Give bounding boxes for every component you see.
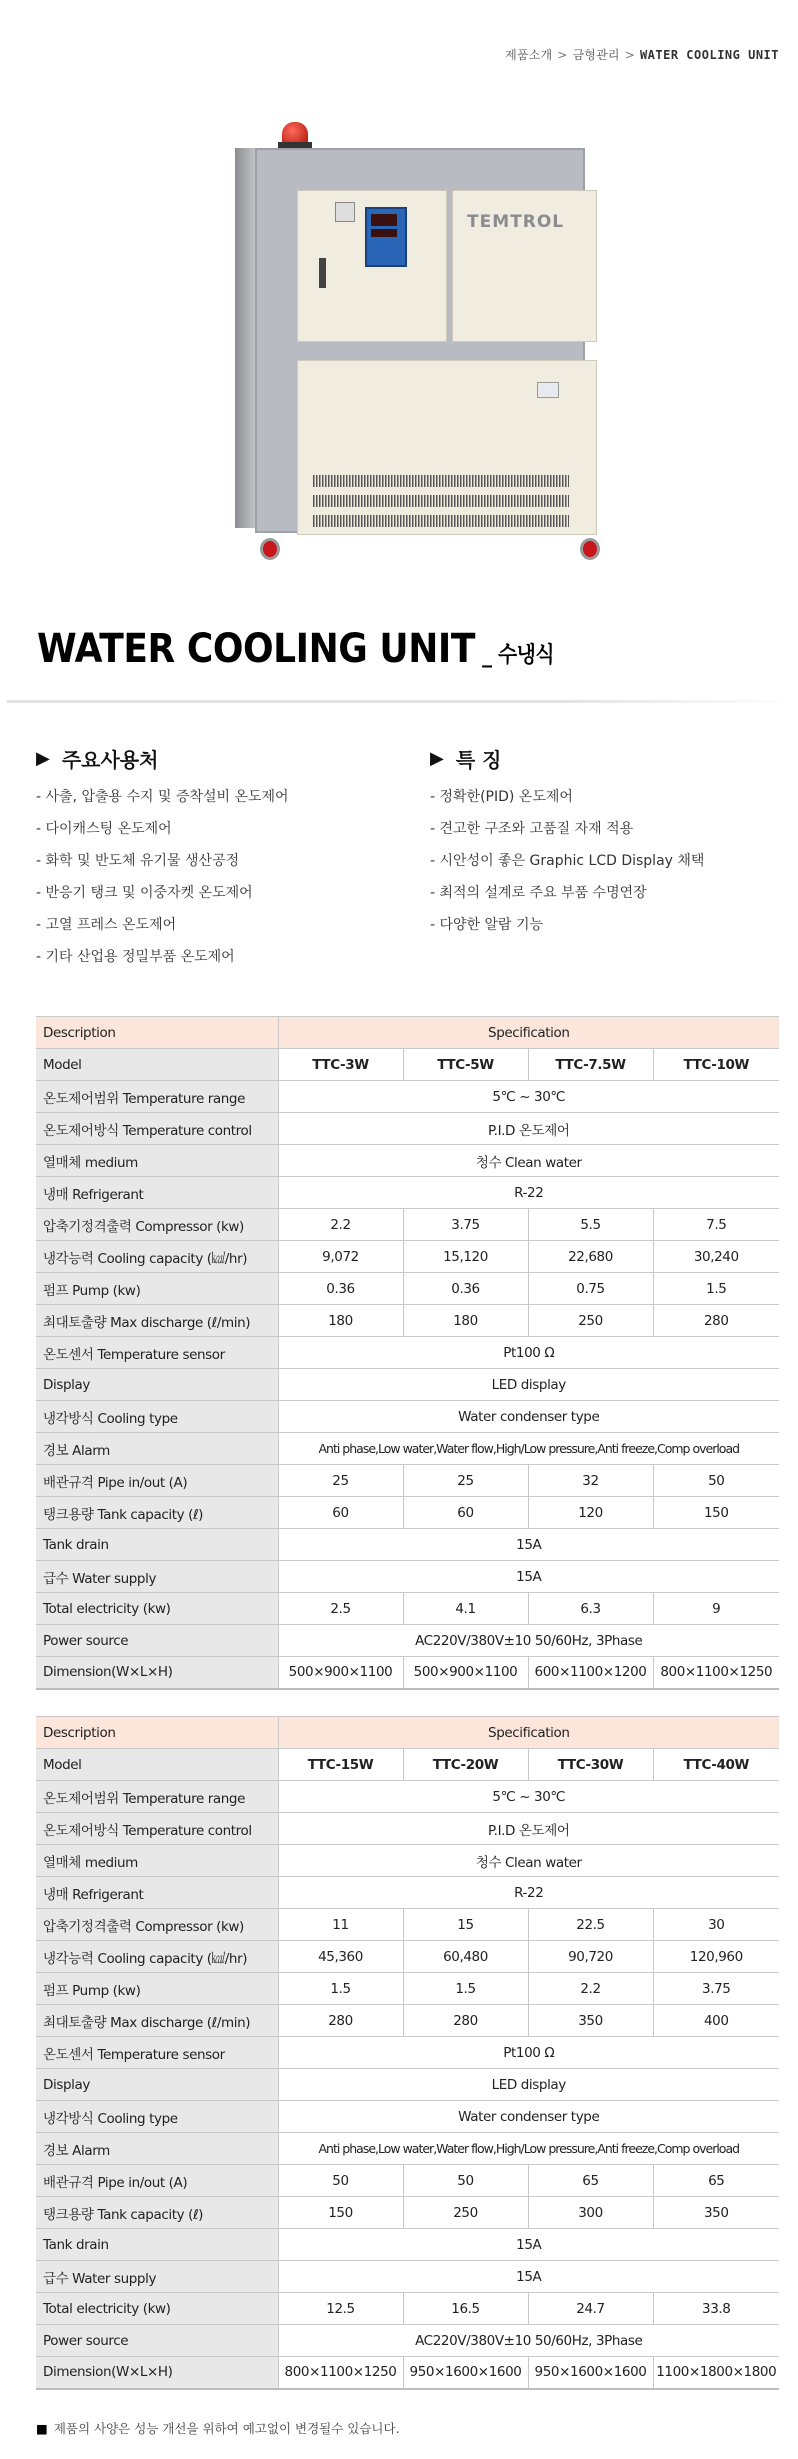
value-cell: 65	[528, 2165, 653, 2197]
value-cell: 6.3	[528, 1593, 653, 1625]
table-row	[36, 1625, 779, 1657]
value-cell: 0.36	[403, 1273, 528, 1305]
table-row	[36, 1273, 779, 1305]
model-name: TTC-15W	[278, 1749, 403, 1781]
table-row	[36, 2293, 779, 2325]
table-row	[36, 2165, 779, 2197]
row-label: 온도센서 Temperature sensor	[36, 1337, 278, 1369]
model-label: Model	[36, 1749, 278, 1781]
value-cell: 60	[278, 1497, 403, 1529]
disclaimer-note	[36, 2419, 400, 2437]
controller-panel	[365, 207, 407, 267]
value-cell: 350	[653, 2197, 779, 2229]
page-title-main: WATER COOLING UNIT	[37, 626, 475, 672]
model-name: TTC-20W	[403, 1749, 528, 1781]
breadcrumb-item-current: WATER COOLING UNIT	[639, 48, 779, 62]
value-cell: 1100×1800×1800	[653, 2357, 779, 2389]
features-list-item: - 견고한 구조와 고품질 자재 적용	[430, 821, 634, 837]
table-row	[36, 1941, 779, 1973]
table-row	[36, 1973, 779, 2005]
row-label: Power source	[36, 1625, 278, 1657]
table-row	[36, 1813, 779, 1845]
row-label: 펌프 Pump (kw)	[36, 1273, 278, 1305]
value-cell: 50	[278, 2165, 403, 2197]
value-cell: 11	[278, 1909, 403, 1941]
row-label: 압축기정격출력 Compressor (kw)	[36, 1909, 278, 1941]
value-cell: 250	[403, 2197, 528, 2229]
value-cell: 3.75	[653, 1973, 779, 2005]
features-heading	[430, 745, 704, 771]
model-name: TTC-10W	[653, 1049, 779, 1081]
row-label: Dimension(W×L×H)	[36, 2357, 278, 2389]
merged-value-cell: Anti phase,Low water,Water flow,High/Low pressure,Anti freeze,Comp overload	[278, 1433, 779, 1465]
merged-value-cell: LED display	[278, 1369, 779, 1401]
table-row	[36, 1337, 779, 1369]
merged-value-cell: Water condenser type	[278, 2101, 779, 2133]
value-cell: 22.5	[528, 1909, 653, 1941]
breadcrumb-separator: >	[557, 48, 568, 62]
row-label: Total electricity (kw)	[36, 1593, 278, 1625]
value-cell: 65	[653, 2165, 779, 2197]
value-cell: 280	[278, 2005, 403, 2037]
row-label: 냉각능력 Cooling capacity (㎉/hr)	[36, 1241, 278, 1273]
square-bullet-icon: ■	[36, 2421, 48, 2436]
value-cell: 15	[403, 1909, 528, 1941]
uses-list-item: - 다이캐스팅 온도제어	[36, 821, 172, 837]
description-header: Description	[36, 1017, 278, 1049]
uses-section	[36, 745, 289, 978]
breadcrumb-separator: >	[624, 48, 635, 62]
value-cell: 9	[653, 1593, 779, 1625]
merged-value-cell: 5℃ ~ 30℃	[278, 1081, 779, 1113]
table-row	[36, 2069, 779, 2101]
triangle-right-icon: ▶	[430, 747, 444, 769]
value-cell: 120,960	[653, 1941, 779, 1973]
table-row	[36, 1241, 779, 1273]
spec-table-1	[36, 1016, 779, 1690]
features-list-item: - 최적의 설계로 주요 부품 수명연장	[430, 885, 647, 901]
specification-header: Specification	[278, 1717, 779, 1749]
value-cell: 25	[403, 1465, 528, 1497]
row-label: 배관규격 Pipe in/out (A)	[36, 2165, 278, 2197]
row-label: Power source	[36, 2325, 278, 2357]
row-label: Dimension(W×L×H)	[36, 1657, 278, 1689]
disclaimer-text: 제품의 사양은 성능 개선을 위하여 예고없이 변경될수 있습니다.	[53, 2421, 400, 2436]
table-row	[36, 1209, 779, 1241]
description-header: Description	[36, 1717, 278, 1749]
value-cell: 800×1100×1250	[278, 2357, 403, 2389]
table-header-row	[36, 1017, 779, 1049]
value-cell: 60,480	[403, 1941, 528, 1973]
merged-value-cell: 청수 Clean water	[278, 1845, 779, 1877]
row-label: 온도제어방식 Temperature control	[36, 1813, 278, 1845]
value-cell: 45,360	[278, 1941, 403, 1973]
row-label: 냉매 Refrigerant	[36, 1177, 278, 1209]
value-cell: 180	[278, 1305, 403, 1337]
value-cell: 150	[278, 2197, 403, 2229]
merged-value-cell: 15A	[278, 1529, 779, 1561]
alarm-beacon-icon	[282, 122, 308, 144]
model-name: TTC-5W	[403, 1049, 528, 1081]
merged-value-cell: R-22	[278, 1177, 779, 1209]
row-label: 최대토출량 Max discharge (ℓ/min)	[36, 2005, 278, 2037]
value-cell: 280	[653, 1305, 779, 1337]
row-label: 온도센서 Temperature sensor	[36, 2037, 278, 2069]
value-cell: 180	[403, 1305, 528, 1337]
row-label: 급수 Water supply	[36, 1561, 278, 1593]
row-label: 경보 Alarm	[36, 2133, 278, 2165]
merged-value-cell: Anti phase,Low water,Water flow,High/Low pressure,Anti freeze,Comp overload	[278, 2133, 779, 2165]
value-cell: 5.5	[528, 1209, 653, 1241]
merged-value-cell: Pt100 Ω	[278, 2037, 779, 2069]
row-label: 열매체 medium	[36, 1145, 278, 1177]
value-cell: 800×1100×1250	[653, 1657, 779, 1689]
value-cell: 4.1	[403, 1593, 528, 1625]
triangle-right-icon: ▶	[36, 747, 50, 769]
merged-value-cell: R-22	[278, 1877, 779, 1909]
table-row	[36, 2325, 779, 2357]
model-name: TTC-3W	[278, 1049, 403, 1081]
features-list-item: - 시안성이 좋은 Graphic LCD Display 채택	[430, 853, 705, 869]
table-row	[36, 1657, 779, 1689]
value-cell: 0.75	[528, 1273, 653, 1305]
cabinet-frame	[255, 148, 585, 533]
table-row	[36, 2229, 779, 2261]
table-header-row	[36, 1717, 779, 1749]
merged-value-cell: AC220V/380V±10 50/60Hz, 3Phase	[278, 1625, 779, 1657]
mini-display	[537, 382, 559, 398]
value-cell: 25	[278, 1465, 403, 1497]
value-cell: 15,120	[403, 1241, 528, 1273]
value-cell: 1.5	[653, 1273, 779, 1305]
model-name: TTC-40W	[653, 1749, 779, 1781]
merged-value-cell: AC220V/380V±10 50/60Hz, 3Phase	[278, 2325, 779, 2357]
row-label: 냉각능력 Cooling capacity (㎉/hr)	[36, 1941, 278, 1973]
table-row	[36, 2037, 779, 2069]
breadcrumb	[505, 46, 779, 63]
uses-list-item: - 사출, 압출용 수지 및 증착설비 온도제어	[36, 789, 289, 805]
uses-heading-text: 주요사용처	[61, 747, 159, 772]
breadcrumb-item-mold-management[interactable]: 금형관리	[572, 48, 620, 62]
table-row	[36, 1529, 779, 1561]
uses-heading	[36, 745, 289, 771]
value-cell: 24.7	[528, 2293, 653, 2325]
model-row	[36, 1049, 779, 1081]
merged-value-cell: P.I.D 온도제어	[278, 1813, 779, 1845]
value-cell: 120	[528, 1497, 653, 1529]
merged-value-cell: Water condenser type	[278, 1401, 779, 1433]
table-row	[36, 2261, 779, 2293]
table-row	[36, 2101, 779, 2133]
vent-grille	[313, 515, 569, 527]
value-cell: 2.2	[528, 1973, 653, 2005]
row-label: 열매체 medium	[36, 1845, 278, 1877]
table-row	[36, 2133, 779, 2165]
table-row	[36, 1177, 779, 1209]
value-cell: 2.2	[278, 1209, 403, 1241]
row-label: Tank drain	[36, 1529, 278, 1561]
value-cell: 600×1100×1200	[528, 1657, 653, 1689]
caster-wheel-icon	[260, 538, 280, 560]
vent-grille	[313, 495, 569, 507]
table-row	[36, 1877, 779, 1909]
table-row	[36, 2005, 779, 2037]
table-row	[36, 2197, 779, 2229]
model-label: Model	[36, 1049, 278, 1081]
table-row	[36, 1113, 779, 1145]
merged-value-cell: 5℃ ~ 30℃	[278, 1781, 779, 1813]
value-cell: 250	[528, 1305, 653, 1337]
breadcrumb-item-products[interactable]: 제품소개	[505, 48, 553, 62]
row-label: Tank drain	[36, 2229, 278, 2261]
value-cell: 500×900×1100	[278, 1657, 403, 1689]
row-label: 압축기정격출력 Compressor (kw)	[36, 1209, 278, 1241]
value-cell: 30	[653, 1909, 779, 1941]
value-cell: 60	[403, 1497, 528, 1529]
value-cell: 30,240	[653, 1241, 779, 1273]
value-cell: 1.5	[403, 1973, 528, 2005]
features-list-item: - 다양한 알람 기능	[430, 917, 544, 933]
table-row	[36, 1433, 779, 1465]
cabinet-side	[235, 148, 257, 528]
value-cell: 50	[403, 2165, 528, 2197]
merged-value-cell: P.I.D 온도제어	[278, 1113, 779, 1145]
merged-value-cell: 15A	[278, 1561, 779, 1593]
table-row	[36, 1369, 779, 1401]
features-heading-text: 특 징	[455, 747, 502, 772]
table-row	[36, 1845, 779, 1877]
table-row	[36, 1781, 779, 1813]
table-row	[36, 1909, 779, 1941]
table-row	[36, 1081, 779, 1113]
row-label: 급수 Water supply	[36, 2261, 278, 2293]
merged-value-cell: Pt100 Ω	[278, 1337, 779, 1369]
row-label: 탱크용량 Tank capacity (ℓ)	[36, 2197, 278, 2229]
table-row	[36, 1593, 779, 1625]
features-list	[430, 786, 704, 946]
value-cell: 950×1600×1600	[528, 2357, 653, 2389]
row-label: Display	[36, 2069, 278, 2101]
uses-list-item: - 반응기 탱크 및 이중자켓 온도제어	[36, 885, 253, 901]
table-row	[36, 2357, 779, 2389]
flow-meter-icon	[319, 258, 326, 288]
value-cell: 12.5	[278, 2293, 403, 2325]
table-row	[36, 1497, 779, 1529]
row-label: 최대토출량 Max discharge (ℓ/min)	[36, 1305, 278, 1337]
features-section	[430, 745, 704, 946]
row-label: 펌프 Pump (kw)	[36, 1973, 278, 2005]
value-cell: 9,072	[278, 1241, 403, 1273]
value-cell: 50	[653, 1465, 779, 1497]
row-label: 냉매 Refrigerant	[36, 1877, 278, 1909]
model-row	[36, 1749, 779, 1781]
table-row	[36, 1465, 779, 1497]
pressure-gauge-icon	[335, 202, 355, 222]
vent-grille	[313, 475, 569, 487]
value-cell: 350	[528, 2005, 653, 2037]
divider	[7, 700, 798, 703]
row-label: 온도제어범위 Temperature range	[36, 1081, 278, 1113]
value-cell: 33.8	[653, 2293, 779, 2325]
page-title	[37, 626, 554, 672]
caster-wheel-icon	[580, 538, 600, 560]
row-label: 온도제어범위 Temperature range	[36, 1781, 278, 1813]
value-cell: 32	[528, 1465, 653, 1497]
merged-value-cell: 15A	[278, 2261, 779, 2293]
value-cell: 280	[403, 2005, 528, 2037]
row-label: 배관규격 Pipe in/out (A)	[36, 1465, 278, 1497]
table-row	[36, 1561, 779, 1593]
row-label: 온도제어방식 Temperature control	[36, 1113, 278, 1145]
table-row	[36, 1145, 779, 1177]
table-row	[36, 1305, 779, 1337]
specification-header: Specification	[278, 1017, 779, 1049]
merged-value-cell: 15A	[278, 2229, 779, 2261]
row-label: 냉각방식 Cooling type	[36, 1401, 278, 1433]
value-cell: 150	[653, 1497, 779, 1529]
merged-value-cell: 청수 Clean water	[278, 1145, 779, 1177]
uses-list-item: - 기타 산업용 정밀부품 온도제어	[36, 949, 235, 965]
value-cell: 0.36	[278, 1273, 403, 1305]
table-row	[36, 1401, 779, 1433]
row-label: Display	[36, 1369, 278, 1401]
value-cell: 16.5	[403, 2293, 528, 2325]
features-list-item: - 정확한(PID) 온도제어	[430, 789, 573, 805]
value-cell: 90,720	[528, 1941, 653, 1973]
value-cell: 950×1600×1600	[403, 2357, 528, 2389]
page-title-sub: _ 수냉식	[482, 643, 555, 668]
brand-label: TEMTROL	[467, 212, 565, 232]
value-cell: 400	[653, 2005, 779, 2037]
value-cell: 7.5	[653, 1209, 779, 1241]
value-cell: 1.5	[278, 1973, 403, 2005]
uses-list-item: - 화학 및 반도체 유기물 생산공정	[36, 853, 240, 869]
row-label: 냉각방식 Cooling type	[36, 2101, 278, 2133]
value-cell: 500×900×1100	[403, 1657, 528, 1689]
merged-value-cell: LED display	[278, 2069, 779, 2101]
product-image	[230, 120, 590, 570]
row-label: Total electricity (kw)	[36, 2293, 278, 2325]
model-name: TTC-7.5W	[528, 1049, 653, 1081]
uses-list-item: - 고열 프레스 온도제어	[36, 917, 177, 933]
value-cell: 3.75	[403, 1209, 528, 1241]
row-label: 경보 Alarm	[36, 1433, 278, 1465]
uses-list	[36, 786, 289, 978]
value-cell: 300	[528, 2197, 653, 2229]
value-cell: 22,680	[528, 1241, 653, 1273]
row-label: 탱크용량 Tank capacity (ℓ)	[36, 1497, 278, 1529]
value-cell: 2.5	[278, 1593, 403, 1625]
spec-table-2	[36, 1716, 779, 2390]
model-name: TTC-30W	[528, 1749, 653, 1781]
